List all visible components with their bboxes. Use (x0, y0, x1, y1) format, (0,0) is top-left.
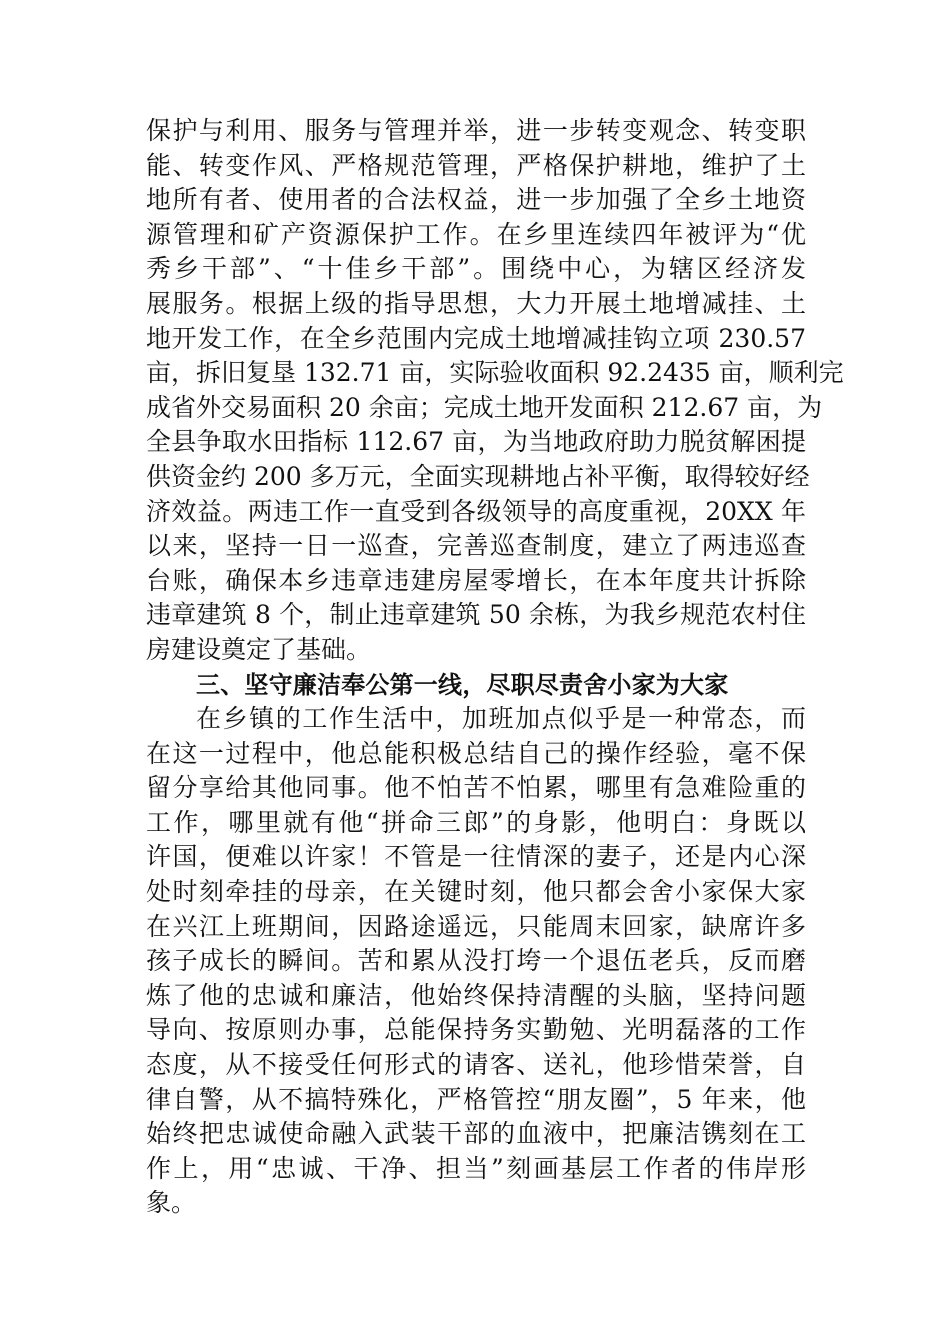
text-line: 律自警，从不搞特殊化，严格管控“朋友圈”，5 年来，他 (146, 1084, 806, 1114)
text-line: 在兴江上班期间，因路途遥远，只能周末回家，缺席许多 (146, 911, 806, 941)
text-line: 成省外交易面积 20 余亩；完成土地开发面积 212.67 亩，为 (146, 392, 823, 422)
document-page (146, 114, 844, 1221)
text-line: 作上，用“忠诚、干净、担当”刻画基层工作者的伟岸形 (146, 1153, 806, 1183)
text-line: 全县争取水田指标 112.67 亩，为当地政府助力脱贫解困提 (146, 427, 806, 457)
text-line: 济效益。两违工作一直受到各级领导的高度重视，20XX 年 (146, 496, 806, 526)
text-line: 许国，便难以许家！不管是一往情深的妻子，还是内心深 (146, 842, 806, 872)
text-line: 以来，坚持一日一巡查，完善巡查制度，建立了两违巡查 (146, 531, 806, 561)
text-line: 炼了他的忠诚和廉洁，他始终保持清醒的头脑，坚持问题 (146, 980, 806, 1010)
text-line: 孩子成长的瞬间。苦和累从没打垮一个退伍老兵，反而磨 (146, 946, 806, 976)
text-line: 象。 (146, 1188, 197, 1218)
text-line: 留分享给其他同事。他不怕苦不怕累，哪里有急难险重的 (146, 773, 806, 803)
paragraph-integrity (146, 702, 806, 1221)
text-line: 能、转变作风、严格规范管理，严格保护耕地，维护了土 (146, 150, 806, 180)
text-line: 源管理和矿产资源保护工作。在乡里连续四年被评为“优 (146, 219, 806, 249)
text-line: 处时刻牵挂的母亲，在关键时刻，他只都会舍小家保大家 (146, 877, 806, 907)
text-line: 在乡镇的工作生活中，加班加点似乎是一种常态，而 (196, 704, 806, 734)
text-line: 亩，拆旧复垦 132.71 亩，实际验收面积 92.2435 亩，顺利完 (146, 358, 844, 388)
text-line: 供资金约 200 多万元，全面实现耕地占补平衡，取得较好经 (146, 461, 810, 491)
text-line: 工作，哪里就有他“拼命三郎”的身影，他明白：身既以 (146, 807, 806, 837)
text-line: 秀乡干部”、“十佳乡干部”。围绕中心，为辖区经济发 (146, 254, 806, 284)
text-line: 房建设奠定了基础。 (146, 634, 372, 664)
text-line: 导向、按原则办事，总能保持务实勤勉、光明磊落的工作 (146, 1015, 806, 1045)
text-line: 台账，确保本乡违章违建房屋零增长，在本年度共计拆除 (146, 565, 806, 595)
text-line: 地开发工作，在全乡范围内完成土地增减挂钩立项 230.57 (146, 323, 806, 353)
section-heading: 三、坚守廉洁奉公第一线，尽职尽责舍小家为大家 (196, 670, 729, 699)
paragraph-land-work (146, 114, 844, 668)
text-line: 展服务。根据上级的指导思想，大力开展土地增减挂、土 (146, 288, 806, 318)
text-line: 保护与利用、服务与管理并举，进一步转变观念、转变职 (146, 116, 806, 145)
text-line: 始终把忠诚使命融入武装干部的血液中，把廉洁镌刻在工 (146, 1119, 806, 1149)
text-line: 地所有者、使用者的合法权益，进一步加强了全乡土地资 (146, 185, 806, 215)
text-line: 违章建筑 8 个，制止违章建筑 50 余栋，为我乡规范农村住 (146, 600, 806, 630)
text-line: 态度，从不接受任何形式的请客、送礼，他珍惜荣誉，自 (146, 1050, 806, 1080)
text-line: 在这一过程中，他总能积极总结自己的操作经验，毫不保 (146, 738, 806, 768)
